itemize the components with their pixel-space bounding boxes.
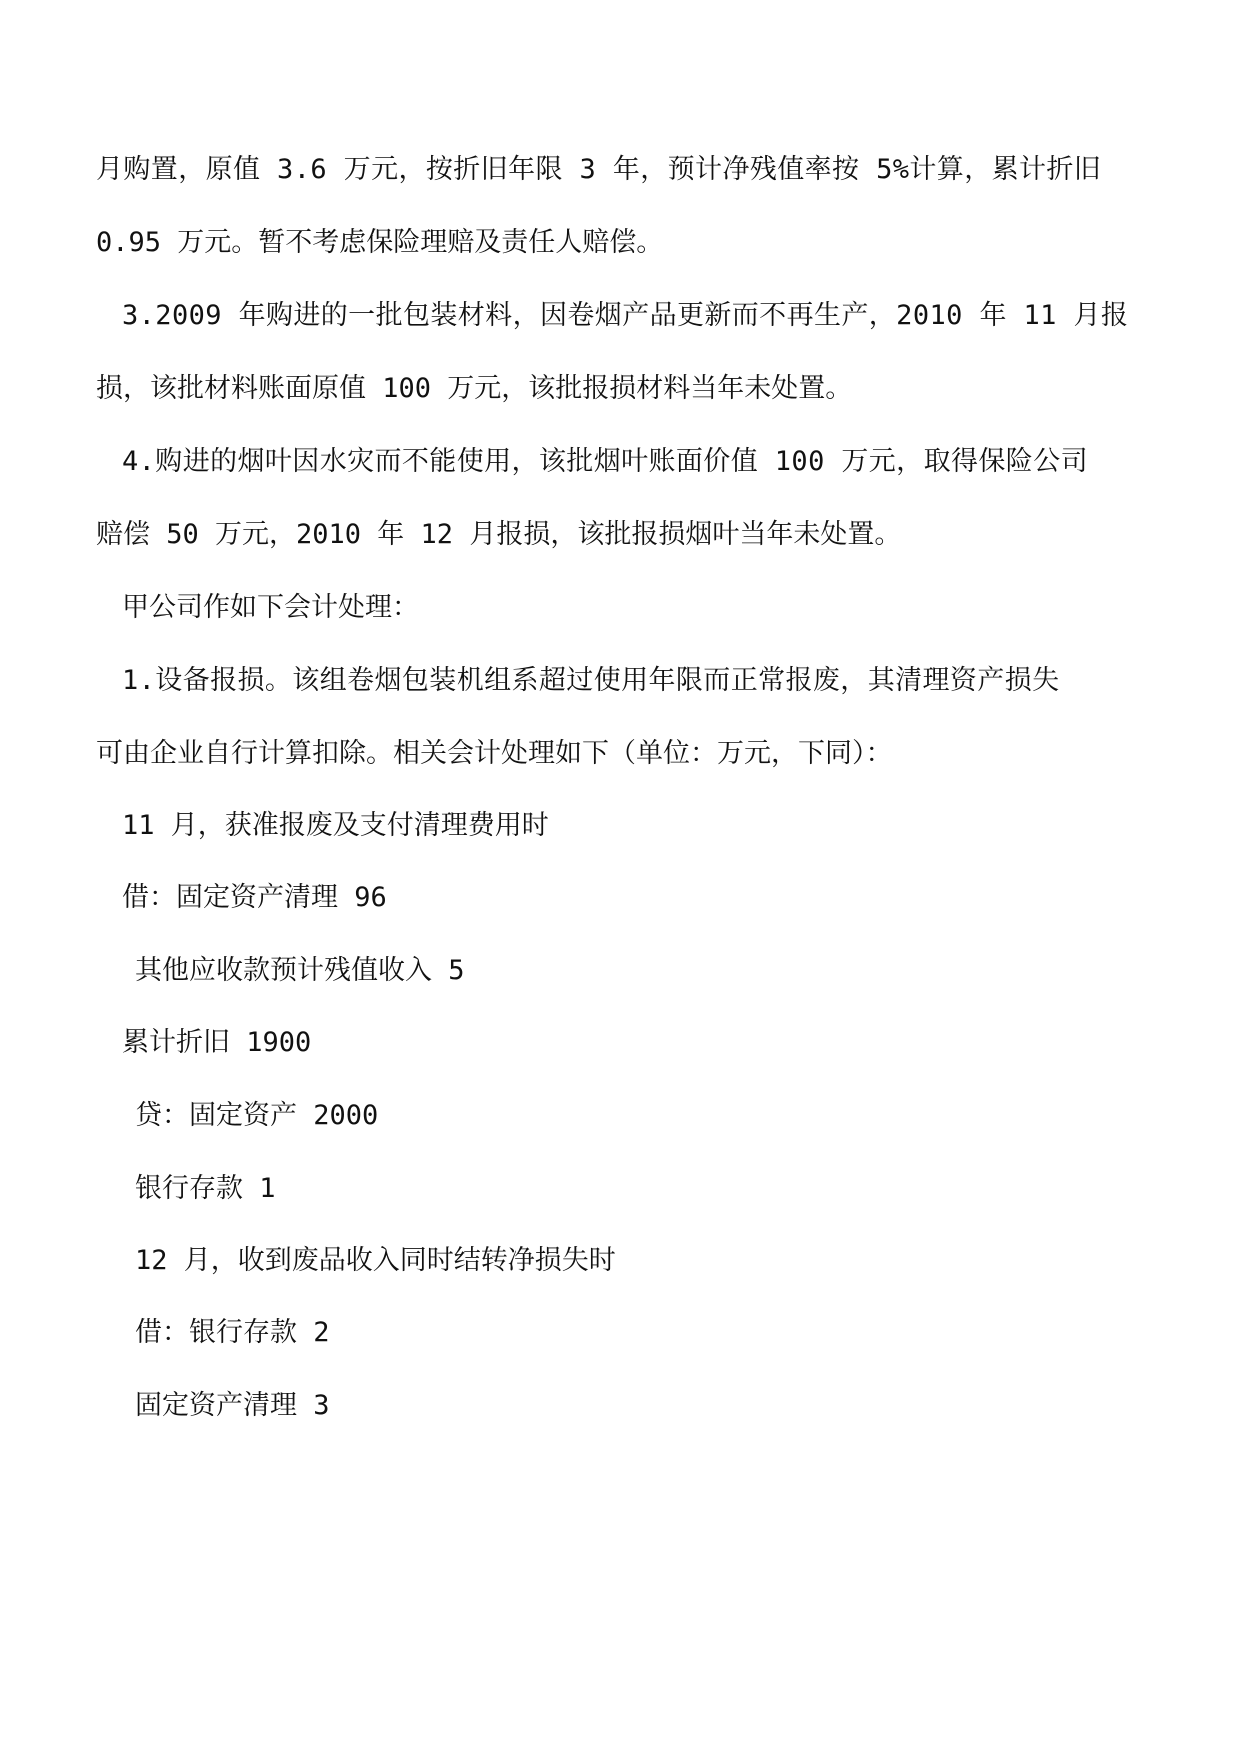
paragraph-line-2: 0.95 万元。暂不考虑保险理赔及责任人赔偿。 [96, 227, 664, 258]
paragraph-line-3: 3.2009 年购进的一批包装材料，因卷烟产品更新而不再生产，2010 年 11 月报 [122, 300, 1129, 331]
paragraph-line-10: 11 月，获准报废及支付清理费用时 [122, 810, 549, 841]
paragraph-line-11: 12 月，收到废品收入同时结转净损失时 [135, 1245, 616, 1276]
paragraph-line-8: 1.设备报损。该组卷烟包装机组系超过使用年限而正常报废，其清理资产损失 [122, 665, 1060, 696]
paragraph-line-4: 损，该批材料账面原值 100 万元，该批报损材料当年未处置。 [96, 373, 853, 404]
journal-entry-line-2: 其他应收款预计残值收入 5 [135, 955, 465, 986]
paragraph-line-5: 4.购进的烟叶因水灾而不能使用，该批烟叶账面价值 100 万元，取得保险公司 [122, 446, 1088, 477]
paragraph-line-1: 月购置，原值 3.6 万元，按折旧年限 3 年，预计净残值率按 5%计算，累计折旧 [96, 154, 1102, 185]
journal-entry-line-7: 固定资产清理 3 [135, 1390, 330, 1421]
journal-entry-line-1: 借：固定资产清理 96 [122, 882, 387, 913]
paragraph-line-9: 可由企业自行计算扣除。相关会计处理如下（单位：万元，下同）： [96, 738, 893, 769]
paragraph-line-6: 赔偿 50 万元，2010 年 12 月报损，该批报损烟叶当年未处置。 [96, 519, 902, 550]
journal-entry-line-6: 借：银行存款 2 [135, 1317, 330, 1348]
paragraph-line-7: 甲公司作如下会计处理： [122, 592, 419, 623]
journal-entry-line-4: 贷：固定资产 2000 [135, 1100, 379, 1131]
journal-entry-line-5: 银行存款 1 [135, 1173, 276, 1204]
journal-entry-line-3: 累计折旧 1900 [122, 1027, 312, 1058]
